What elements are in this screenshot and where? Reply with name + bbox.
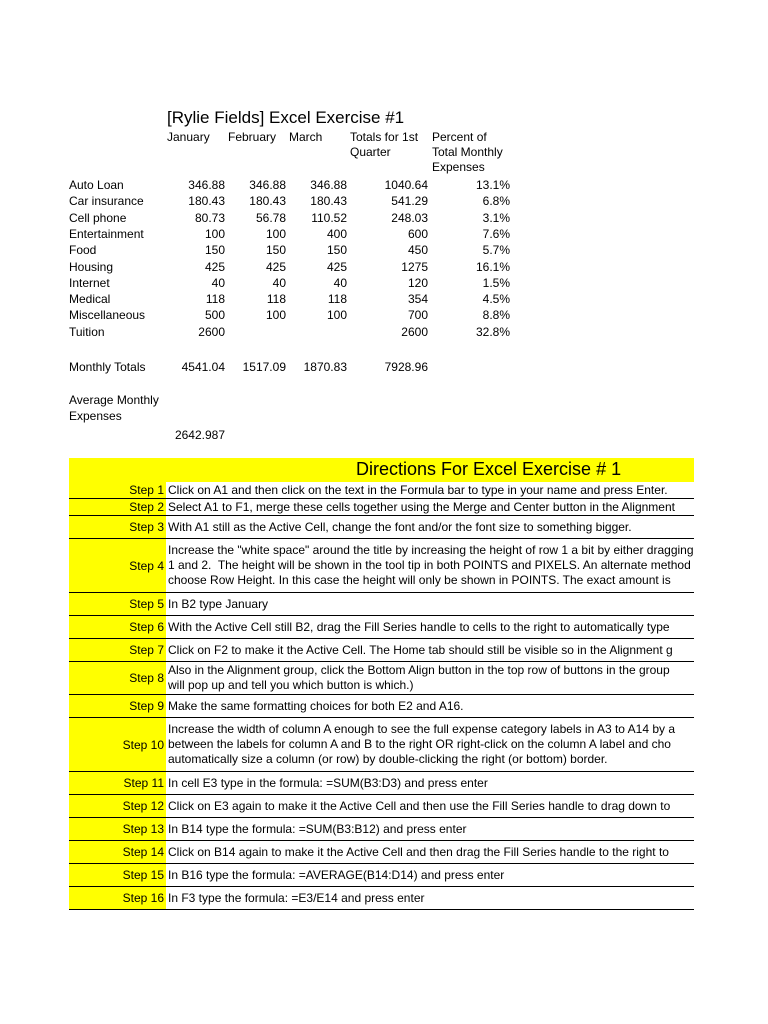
step-row <box>69 516 694 539</box>
step-row <box>69 887 694 910</box>
step-text[interactable]: Also in the Alignment group, click the Bottom Align button in the top row of buttons in the group will pop up and tell you which button is which.) <box>168 663 670 692</box>
expense-cell-pct[interactable]: 5.7% <box>482 243 510 258</box>
monthly-total-quarter[interactable]: 7928.96 <box>384 360 428 374</box>
expense-label[interactable]: Medical <box>69 292 111 307</box>
expense-label[interactable]: Entertainment <box>69 226 144 241</box>
expense-cell-total[interactable]: 541.29 <box>391 194 428 209</box>
expense-cell-mar[interactable]: 150 <box>326 243 347 258</box>
step-row <box>69 482 694 499</box>
expense-cell-mar[interactable]: 110.52 <box>311 210 347 225</box>
step-label[interactable]: Step 10 <box>69 718 166 771</box>
expense-cell-pct[interactable]: 32.8% <box>475 324 510 339</box>
sheet-title[interactable]: [Rylie Fields] Excel Exercise #1 <box>167 108 405 127</box>
expense-cell-feb[interactable]: 150 <box>265 243 286 258</box>
step-row <box>69 841 694 864</box>
expense-cell-jan[interactable]: 500 <box>204 308 225 323</box>
step-text[interactable]: In B16 type the formula: =AVERAGE(B14:D14) and press enter <box>168 867 505 882</box>
monthly-total-jan[interactable]: 4541.04 <box>181 360 225 374</box>
directions-panel <box>69 458 694 910</box>
step-row <box>69 718 694 772</box>
step-text[interactable]: Make the same formatting choices for both E2 and A16. <box>168 698 464 713</box>
expense-cell-feb[interactable]: 40 <box>272 275 286 290</box>
expense-cell-total[interactable]: 1275 <box>401 259 428 274</box>
step-label[interactable]: Step 1 <box>69 482 166 498</box>
header-percent[interactable]: Percent of Total Monthly Expenses <box>432 130 503 174</box>
monthly-total-feb[interactable]: 1517.09 <box>242 360 286 374</box>
step-row <box>69 499 694 516</box>
expense-label[interactable]: Tuition <box>69 324 105 339</box>
step-text[interactable]: In B14 type the formula: =SUM(B3:B12) and press enter <box>168 821 467 836</box>
step-label[interactable]: Step 6 <box>69 616 166 638</box>
step-label[interactable]: Step 4 <box>69 539 166 592</box>
expense-cell-jan[interactable]: 100 <box>204 226 225 241</box>
expense-cell-total[interactable]: 2600 <box>401 324 428 339</box>
step-text[interactable]: Select A1 to F1, merge these cells together using the Merge and Center button in the Alignment <box>168 499 675 514</box>
expense-cell-jan[interactable]: 346.88 <box>188 178 225 192</box>
step-row <box>69 772 694 795</box>
header-february[interactable]: February <box>228 130 277 144</box>
expense-cell-total[interactable]: 450 <box>407 243 428 258</box>
expense-cell-pct[interactable]: 4.5% <box>482 292 510 307</box>
expense-cell-pct[interactable]: 7.6% <box>482 226 510 241</box>
expense-label[interactable]: Auto Loan <box>69 178 124 192</box>
step-row <box>69 795 694 818</box>
monthly-total-mar[interactable]: 1870.83 <box>303 360 347 374</box>
expense-cell-feb[interactable]: 56.78 <box>255 210 286 225</box>
directions-title: Directions For Excel Exercise # 1 <box>356 459 622 479</box>
step-text[interactable]: In F3 type the formula: =E3/E14 and press enter <box>168 890 425 905</box>
step-text[interactable]: Increase the width of column A enough to see the full expense category labels in A3 to A14 by a between the labels for column A and B to the right OR right-click on the column A label and cho automatically size a column (or row) by double-clicking the right (or bottom) border. <box>168 722 676 766</box>
step-label[interactable]: Step 2 <box>69 499 166 515</box>
expense-cell-feb[interactable]: 100 <box>265 226 286 241</box>
step-label[interactable]: Step 16 <box>69 887 166 909</box>
average-label[interactable]: Average Monthly Expenses <box>69 393 159 423</box>
step-row <box>69 695 694 718</box>
expense-cell-jan[interactable]: 80.73 <box>194 210 225 225</box>
expense-label[interactable]: Housing <box>69 259 114 274</box>
expense-label[interactable]: Car insurance <box>69 194 144 209</box>
step-row <box>69 818 694 841</box>
expense-cell-jan[interactable]: 180.43 <box>188 194 225 209</box>
expense-label[interactable]: Cell phone <box>69 210 127 225</box>
step-text[interactable]: In cell E3 type in the formula: =SUM(B3:D3) and press enter <box>168 775 488 790</box>
step-label[interactable]: Step 9 <box>69 695 166 717</box>
step-text[interactable]: Click on F2 to make it the Active Cell. The Home tab should still be visible so in the Alignment g <box>168 642 673 657</box>
expense-cell-mar[interactable]: 346.88 <box>310 178 347 192</box>
step-label[interactable]: Step 11 <box>69 772 166 794</box>
expense-cell-mar[interactable]: 40 <box>333 275 347 290</box>
step-label[interactable]: Step 5 <box>69 593 166 615</box>
step-text[interactable]: Increase the "white space" around the title by increasing the height of row 1 a bit by either dragging 1 and 2. The height will be shown in the tool tip in both POINTS and PIXELS. An alternate method choose Row Height. In this case the height will only be shown in POINTS. The exact amount is <box>168 543 694 587</box>
step-row <box>69 639 694 662</box>
average-value[interactable]: 2642.987 <box>174 428 225 442</box>
header-march[interactable]: March <box>289 130 323 144</box>
step-label[interactable]: Step 13 <box>69 818 166 840</box>
expense-label[interactable]: Food <box>69 243 97 258</box>
step-label[interactable]: Step 14 <box>69 841 166 863</box>
directions-header[interactable] <box>69 458 694 482</box>
expense-cell-feb[interactable]: 346.88 <box>249 178 286 192</box>
step-text[interactable]: Click on E3 again to make it the Active Cell and then use the Fill Series handle to drag down to <box>168 798 671 813</box>
step-text[interactable]: Click on B14 again to make it the Active Cell and then drag the Fill Series handle to the right to <box>168 844 669 859</box>
expense-cell-total[interactable]: 248.03 <box>391 210 428 225</box>
expense-cell-pct[interactable]: 6.8% <box>482 194 510 209</box>
expense-cell-total[interactable]: 354 <box>407 292 428 307</box>
expense-cell-pct[interactable]: 16.1% <box>475 259 510 274</box>
expense-cell-pct[interactable]: 1.5% <box>482 275 510 290</box>
expense-cell-jan[interactable]: 2600 <box>198 324 225 339</box>
step-text[interactable]: Click on A1 and then click on the text in the Formula bar to type in your name and press Enter. <box>168 482 668 497</box>
expense-cell-mar[interactable]: 180.43 <box>310 194 347 209</box>
expense-cell-feb[interactable]: 118 <box>266 292 286 307</box>
step-label[interactable]: Step 12 <box>69 795 166 817</box>
step-text[interactable]: With the Active Cell still B2, drag the Fill Series handle to cells to the right to automatically type <box>168 619 670 634</box>
step-label[interactable]: Step 3 <box>69 516 166 538</box>
step-row <box>69 593 694 616</box>
expense-cell-feb[interactable]: 100 <box>265 308 286 323</box>
expense-cell-feb[interactable]: 180.43 <box>249 194 286 209</box>
expense-cell-total[interactable]: 120 <box>407 275 428 290</box>
step-label[interactable]: Step 8 <box>69 662 166 694</box>
step-label[interactable]: Step 15 <box>69 864 166 886</box>
step-row <box>69 864 694 887</box>
expense-cell-total[interactable]: 700 <box>407 308 428 323</box>
expense-cell-feb[interactable]: 425 <box>265 259 286 274</box>
header-totals[interactable]: Totals for 1st Quarter <box>350 130 419 159</box>
step-text[interactable]: In B2 type January <box>168 596 269 611</box>
expense-cell-pct[interactable]: 13.1% <box>475 178 510 192</box>
expense-cell-total[interactable]: 600 <box>407 226 428 241</box>
step-text[interactable]: With A1 still as the Active Cell, change the font and/or the font size to something bigger. <box>168 519 632 534</box>
monthly-totals-label[interactable]: Monthly Totals <box>69 360 146 374</box>
step-row <box>69 539 694 593</box>
expense-cell-jan[interactable]: 425 <box>204 259 225 274</box>
header-january[interactable]: January <box>167 130 210 144</box>
step-row <box>69 662 694 695</box>
expense-cell-mar[interactable]: 100 <box>326 308 347 323</box>
expense-cell-pct[interactable]: 8.8% <box>482 308 510 323</box>
step-row <box>69 616 694 639</box>
expense-cell-pct[interactable]: 3.1% <box>482 210 510 225</box>
expense-cell-jan[interactable]: 118 <box>205 292 225 307</box>
expense-label[interactable]: Miscellaneous <box>69 308 146 323</box>
expense-cell-mar[interactable]: 400 <box>326 226 347 241</box>
expense-cell-jan[interactable]: 40 <box>211 275 225 290</box>
expense-cell-total[interactable]: 1040.64 <box>384 178 428 192</box>
expense-cell-jan[interactable]: 150 <box>204 243 225 258</box>
expense-cell-mar[interactable]: 118 <box>327 292 347 307</box>
expense-label[interactable]: Internet <box>69 275 110 290</box>
expense-cell-mar[interactable]: 425 <box>326 259 347 274</box>
step-label[interactable]: Step 7 <box>69 639 166 661</box>
